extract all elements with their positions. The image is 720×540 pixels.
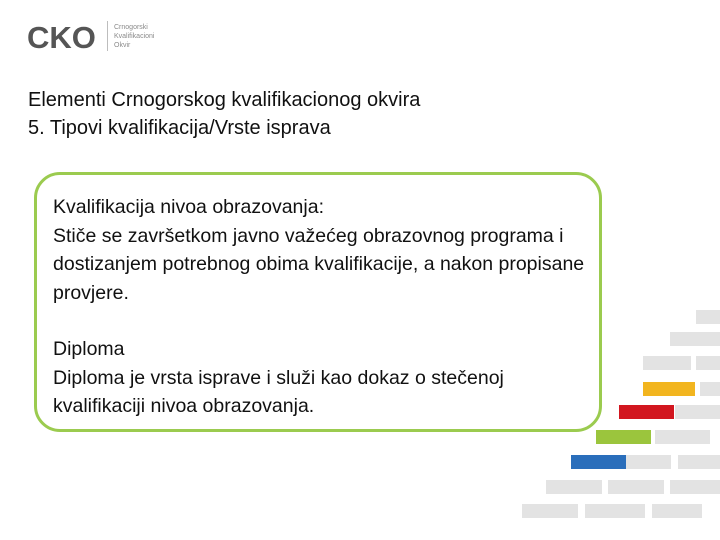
cko-logo-mark bbox=[27, 18, 101, 54]
logo-separator bbox=[107, 21, 108, 51]
title-line-1: Elementi Crnogorskog kvalifikacionog okvira bbox=[28, 89, 421, 111]
brick bbox=[616, 455, 671, 469]
brick-yellow bbox=[643, 382, 695, 396]
brick bbox=[652, 504, 702, 518]
brick bbox=[670, 332, 720, 346]
brick bbox=[696, 310, 720, 324]
cko-logo bbox=[27, 18, 154, 54]
diploma-heading: Diploma bbox=[53, 338, 125, 360]
brick bbox=[643, 356, 691, 370]
logo-mark-text: CKO bbox=[27, 20, 96, 54]
brick bbox=[696, 356, 720, 370]
brick bbox=[655, 430, 710, 444]
brick-green bbox=[596, 430, 651, 444]
diploma-paragraph bbox=[53, 335, 593, 421]
brick-blue bbox=[571, 455, 626, 469]
brick-red bbox=[619, 405, 674, 419]
brick bbox=[522, 504, 578, 518]
brick bbox=[608, 480, 664, 494]
title-line-2: 5. Tipovi kvalifikacija/Vrste isprava bbox=[28, 117, 331, 139]
logo-line: Okvir bbox=[114, 41, 131, 49]
brick bbox=[585, 504, 645, 518]
qualification-body: Stiče se završetkom javno važećeg obrazovnog programa i dostizanjem potrebnog obima kvalifikacije, a nakon propisane provjere. bbox=[53, 224, 585, 304]
content-text bbox=[53, 193, 593, 421]
brick bbox=[678, 455, 720, 469]
logo-line: Kvalifikacioni bbox=[114, 32, 155, 40]
qualification-paragraph bbox=[53, 193, 593, 307]
logo-line: Crnogorski bbox=[114, 23, 148, 31]
brick bbox=[700, 382, 720, 396]
qualification-heading: Kvalifikacija nivoa obrazovanja: bbox=[53, 196, 324, 218]
slide-title bbox=[28, 86, 420, 142]
brick bbox=[546, 480, 602, 494]
logo-text bbox=[114, 23, 154, 50]
brick bbox=[670, 480, 720, 494]
brick bbox=[675, 405, 720, 419]
diploma-body: Diploma je vrsta isprave i služi kao dokaz o stečenoj kvalifikaciji nivoa obrazovanja. bbox=[53, 366, 504, 417]
